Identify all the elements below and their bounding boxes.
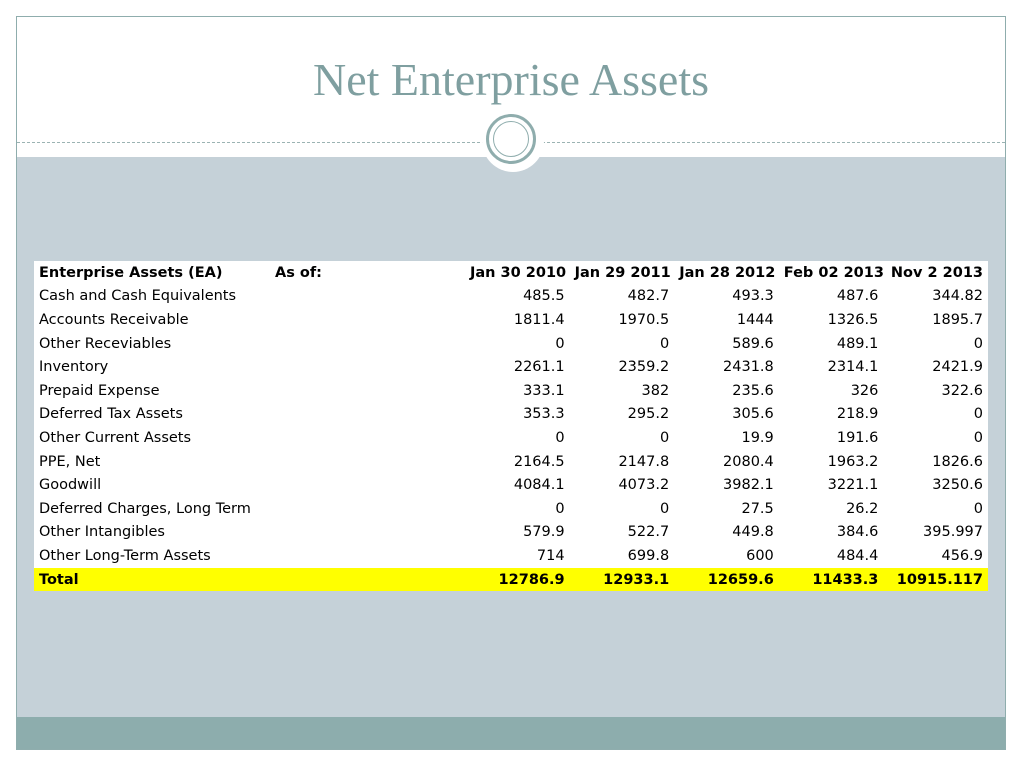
table-row xyxy=(34,332,988,356)
value-cell: 1326.5 xyxy=(827,311,879,328)
value-cell: 322.6 xyxy=(941,382,983,399)
value-cell: 0 xyxy=(555,500,565,517)
table-row xyxy=(34,403,988,427)
value-cell: 333.1 xyxy=(523,382,565,399)
value-cell: 26.2 xyxy=(846,500,879,517)
header-as-of: As of: xyxy=(275,264,322,281)
blank-cell xyxy=(270,568,465,592)
value-cell: 4073.2 xyxy=(618,477,670,494)
value-cell: 2261.1 xyxy=(513,359,565,376)
value-cell: 485.5 xyxy=(523,288,565,305)
slide-title: Net Enterprise Assets xyxy=(312,54,710,105)
circle-ornament-icon xyxy=(486,114,536,164)
blank-cell xyxy=(270,285,465,309)
value-cell: 699.8 xyxy=(627,547,670,564)
table-row xyxy=(34,473,988,497)
value-cell: 235.6 xyxy=(732,382,774,399)
row-label: Total xyxy=(34,568,270,592)
table-row xyxy=(34,285,988,309)
value-cell: 11433.3 xyxy=(779,568,884,592)
value-cell: 0 xyxy=(555,335,565,352)
value-cell: 27.5 xyxy=(741,500,774,517)
table-row xyxy=(34,355,988,379)
value-cell: 0 xyxy=(555,429,565,446)
value-cell: 0 xyxy=(973,429,983,446)
value-cell: 3221.1 xyxy=(827,477,879,494)
value-cell: 12933.1 xyxy=(570,568,675,592)
value-cell: 1826.6 xyxy=(932,453,983,470)
value-cell: 12659.6 xyxy=(674,568,779,592)
value-cell: 1963.2 xyxy=(827,453,879,470)
value-cell: 589.6 xyxy=(732,335,774,352)
row-label: Other Intangibles xyxy=(39,524,165,541)
header-date: Jan 28 2012 xyxy=(679,264,776,281)
table-body xyxy=(34,285,988,592)
value-cell: 487.6 xyxy=(836,288,879,305)
value-cell: 0 xyxy=(659,335,670,352)
blank-cell xyxy=(270,521,465,545)
value-cell: 218.9 xyxy=(836,406,879,423)
footer-band xyxy=(17,717,1005,750)
table-row xyxy=(34,450,988,474)
value-cell: 10915.117 xyxy=(883,568,988,592)
value-cell: 2431.8 xyxy=(723,359,774,376)
blank-cell xyxy=(270,308,465,332)
value-cell: 0 xyxy=(973,500,983,517)
value-cell: 395.997 xyxy=(923,524,983,541)
value-cell: 3250.6 xyxy=(932,477,983,494)
value-cell: 191.6 xyxy=(836,429,879,446)
value-cell: 456.9 xyxy=(941,547,983,564)
table-row xyxy=(34,379,988,403)
value-cell: 600 xyxy=(746,547,774,564)
value-cell: 489.1 xyxy=(836,335,879,352)
blank-cell xyxy=(270,332,465,356)
blank-cell xyxy=(270,473,465,497)
value-cell: 714 xyxy=(536,547,565,564)
table-row xyxy=(34,521,988,545)
value-cell: 2314.1 xyxy=(827,359,879,376)
value-cell: 0 xyxy=(973,335,983,352)
value-cell: 1444 xyxy=(736,311,774,328)
table-row xyxy=(34,426,988,450)
blank-cell xyxy=(270,426,465,450)
blank-cell xyxy=(270,355,465,379)
header-row xyxy=(34,261,988,285)
row-label: Accounts Receivable xyxy=(39,311,189,328)
blank-cell xyxy=(270,379,465,403)
header-date: Jan 29 2011 xyxy=(574,264,671,281)
row-label: Other Current Assets xyxy=(39,429,192,446)
value-cell: 19.9 xyxy=(741,429,774,446)
value-cell: 305.6 xyxy=(732,406,774,423)
row-label: Other Receviables xyxy=(39,335,172,352)
value-cell: 382 xyxy=(641,382,670,399)
assets-table xyxy=(34,261,988,591)
value-cell: 3982.1 xyxy=(723,477,774,494)
value-cell: 2359.2 xyxy=(618,359,670,376)
header-date: Jan 30 2010 xyxy=(470,264,567,281)
value-cell: 344.82 xyxy=(932,288,983,305)
value-cell: 484.4 xyxy=(836,547,879,564)
value-cell: 326 xyxy=(850,382,879,399)
value-cell: 579.9 xyxy=(523,524,565,541)
row-label: Other Long-Term Assets xyxy=(39,547,211,564)
slide xyxy=(16,16,1006,750)
value-cell: 2080.4 xyxy=(723,453,774,470)
row-label: PPE, Net xyxy=(39,453,101,470)
blank-cell xyxy=(270,450,465,474)
blank-cell xyxy=(270,497,465,521)
value-cell: 12786.9 xyxy=(465,568,570,592)
total-row xyxy=(34,568,988,592)
value-cell: 0 xyxy=(659,429,670,446)
row-label: Goodwill xyxy=(39,477,102,494)
row-label: Prepaid Expense xyxy=(39,382,160,399)
value-cell: 2147.8 xyxy=(618,453,670,470)
value-cell: 1970.5 xyxy=(618,311,670,328)
value-cell: 295.2 xyxy=(627,406,670,423)
value-cell: 449.8 xyxy=(732,524,774,541)
value-cell: 384.6 xyxy=(836,524,879,541)
row-label: Deferred Tax Assets xyxy=(39,406,183,423)
value-cell: 353.3 xyxy=(523,406,565,423)
table-row xyxy=(34,544,988,568)
value-cell: 0 xyxy=(659,500,670,517)
assets-table-container xyxy=(34,261,988,591)
value-cell: 482.7 xyxy=(627,288,670,305)
header-date: Feb 02 2013 xyxy=(783,264,884,281)
table-row xyxy=(34,308,988,332)
value-cell: 493.3 xyxy=(732,288,774,305)
row-label: Deferred Charges, Long Term xyxy=(39,500,251,517)
row-label: Inventory xyxy=(39,359,109,376)
header-label: Enterprise Assets (EA) xyxy=(39,264,223,281)
blank-cell xyxy=(270,544,465,568)
value-cell: 2164.5 xyxy=(513,453,565,470)
value-cell: 0 xyxy=(973,406,983,423)
row-label: Cash and Cash Equivalents xyxy=(39,288,237,305)
value-cell: 1811.4 xyxy=(513,311,565,328)
value-cell: 522.7 xyxy=(627,524,670,541)
header-date: Nov 2 2013 xyxy=(890,264,983,281)
value-cell: 2421.9 xyxy=(932,359,983,376)
table-row xyxy=(34,497,988,521)
blank-cell xyxy=(270,403,465,427)
value-cell: 1895.7 xyxy=(932,311,983,328)
value-cell: 4084.1 xyxy=(513,477,565,494)
